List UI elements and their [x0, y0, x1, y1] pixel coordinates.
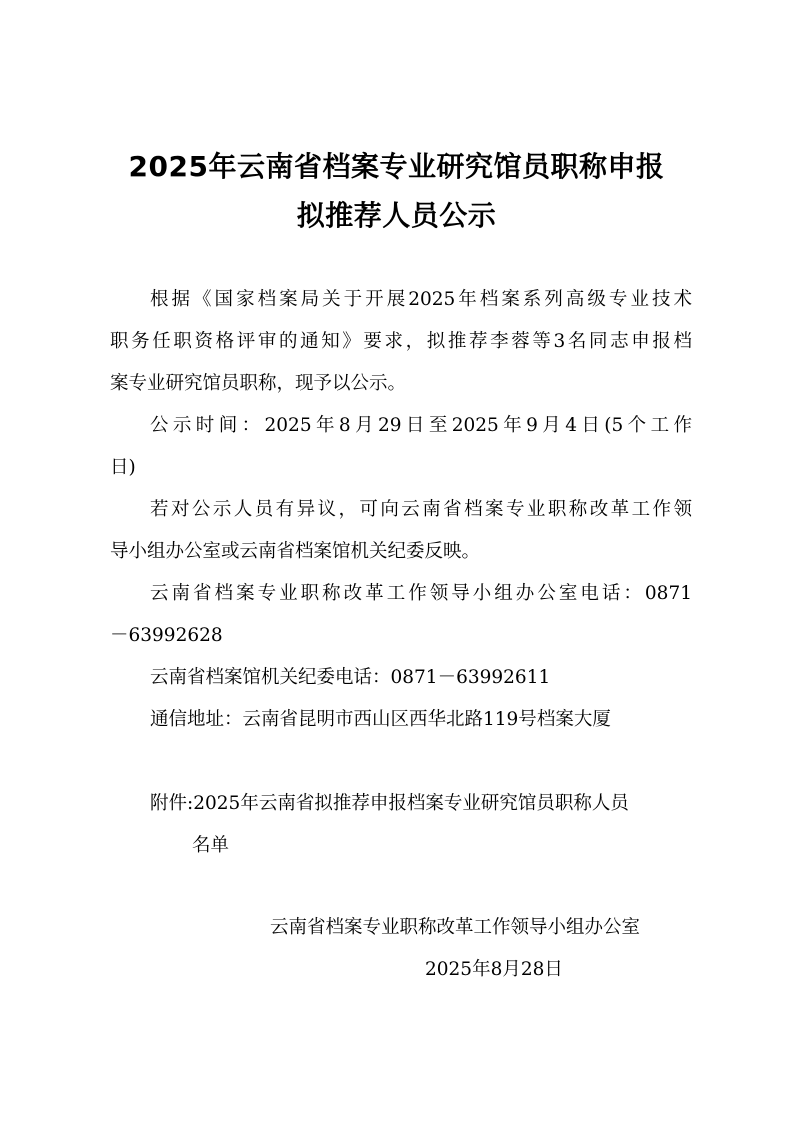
- mailing-address: 通信地址：云南省昆明市西山区西华北路119号档案大厦: [150, 709, 611, 730]
- objection-line-2: 导小组办公室或云南省档案馆机关纪委反映。: [110, 541, 481, 562]
- office-phone-line-1: 云南省档案专业职称改革工作领导小组办公室电话：0871: [150, 583, 692, 604]
- signature-organization: 云南省档案专业职称改革工作领导小组办公室: [270, 917, 641, 938]
- attachment-line-2: 名单: [192, 835, 230, 856]
- document-title-line-2: 拟推荐人员公示: [296, 199, 497, 232]
- objection-line-1: 若对公示人员有异议，可向云南省档案专业职称改革工作领: [150, 499, 692, 520]
- signature-date: 2025年8月28日: [425, 959, 563, 980]
- paragraph-basis-line-2: 职务任职资格评审的通知》要求，拟推荐李蓉等3名同志申报档: [110, 331, 692, 352]
- publicity-period-line-2: 日): [110, 457, 136, 478]
- document-title-line-1: 2025年云南省档案专业研究馆员职称申报: [128, 150, 665, 183]
- office-phone-line-2: －63992628: [110, 625, 223, 646]
- paragraph-basis-line-3: 案专业研究馆员职称，现予以公示。: [110, 373, 407, 394]
- publicity-period-line-1: 公示时间：2025年8月29日至2025年9月4日(5个工作: [150, 415, 692, 436]
- attachment-line-1: 附件:2025年云南省拟推荐申报档案专业研究馆员职称人员: [150, 793, 629, 814]
- paragraph-basis-line-1: 根据《国家档案局关于开展2025年档案系列高级专业技术: [150, 289, 692, 310]
- discipline-phone: 云南省档案馆机关纪委电话：0871－63992611: [150, 667, 551, 688]
